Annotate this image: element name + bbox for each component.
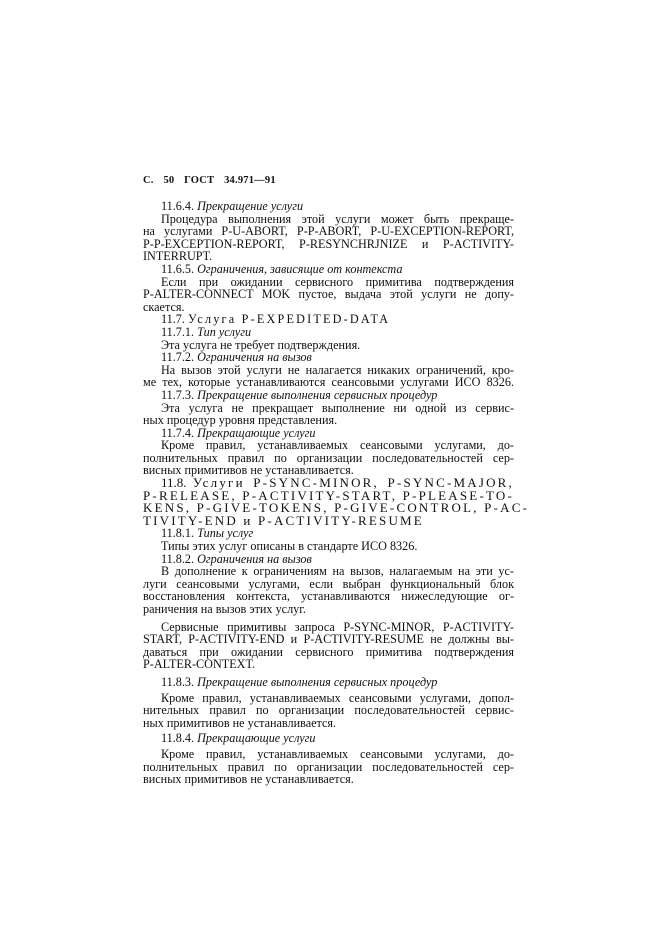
- paragraph-line: Если при ожидании сервисного примитива подтверждения: [161, 274, 514, 289]
- paragraph-line: На вызов этой услуги не налагается никаких ограничений, кро-: [161, 362, 514, 377]
- section-number: 11.6.5.: [161, 261, 195, 276]
- paragraph-line: на услугами P-U-ABORT, P-P-ABORT, P-U-EXCEPTION-REPORT,: [143, 224, 514, 239]
- section-title: Прекращение выполнения сервисных процедур: [197, 674, 438, 689]
- paragraph-line: INTERRUPT.: [143, 249, 213, 264]
- section-number: 11.8.4.: [161, 731, 195, 746]
- section-11-8-3: [143, 676, 514, 729]
- page-number: 50: [163, 175, 175, 186]
- standard-number: 34.971—91: [224, 175, 276, 186]
- paragraph-line: раничения на вызов этих услуг.: [143, 602, 306, 616]
- paragraph-line: Процедура выполнения этой услуги может быть прекраще-: [161, 211, 514, 226]
- paragraph-line: висных примитивов не устанавливается.: [143, 463, 354, 478]
- section-number: 11.6.4.: [161, 199, 195, 213]
- section-title: Прекращающие услуги: [197, 731, 316, 746]
- section-11-8: [143, 475, 530, 528]
- section-heading: [143, 732, 514, 745]
- section-number: 11.7.4.: [161, 425, 195, 440]
- paragraph-line: Кроме правил, устанавливаемых сеансовыми услугами, до-: [161, 746, 514, 761]
- section-title: Ограничения, зависящие от контекста: [197, 261, 403, 276]
- section-11-7-3: [143, 389, 514, 427]
- section-number: 11.8.2.: [161, 551, 195, 566]
- section-title-line: KENS, P-GIVE-TOKENS, P-GIVE-CONTROL, P-AC-: [143, 500, 530, 516]
- section-11-6-5: [143, 263, 514, 313]
- paragraph-line: P-ALTER-CONTEXT.: [143, 657, 256, 672]
- paragraph-line: Кроме правил, устанавливаемых сеансовыми услугами, допол-: [161, 690, 514, 705]
- paragraph-line: START, P-ACTIVITY-END и P-ACTIVITY-RESUME не должны вы-: [143, 632, 514, 647]
- section-number: 11.7.1.: [161, 324, 195, 339]
- paragraph-line: Кроме правил, устанавливаемых сеансовыми услугами, до-: [161, 438, 514, 453]
- section-heading: [143, 263, 514, 276]
- section-number: 11.8.: [161, 475, 187, 491]
- paragraph-line: ных процедур уровня представления.: [143, 413, 338, 428]
- section-title: Тип услуги: [197, 324, 252, 339]
- section-11-8-1: [143, 527, 514, 552]
- section-11-7-2: [143, 351, 514, 389]
- paragraph-line: В дополнение к ограничениям на вызов, налагаемым на эти ус-: [161, 564, 514, 579]
- section-title: Прекращение выполнения сервисных процедур: [197, 387, 438, 402]
- page-header: [143, 175, 283, 186]
- section-number: 11.7.: [161, 312, 185, 327]
- section-heading: [143, 351, 514, 364]
- paragraph-line: Эта услуга не прекращает выполнение ни одной из сервис-: [161, 400, 514, 415]
- paragraph-line: восстановления контекста, устанавливаются нижеследующие ог-: [143, 589, 514, 604]
- section-title: Типы услуг: [197, 526, 254, 541]
- section-title: Прекращение услуги: [197, 199, 304, 213]
- section-heading: [143, 389, 514, 402]
- section-11-7-1: [143, 326, 514, 351]
- document-body: [143, 199, 530, 787]
- section-heading: [143, 676, 514, 689]
- section-number: 11.8.3.: [161, 674, 195, 689]
- section-11-8-2: [143, 553, 514, 671]
- section-title: Прекращающие услуги: [197, 425, 316, 440]
- paragraph-line: P-ALTER-CONNECT MOK пустое, выдача этой услуги не допу-: [143, 287, 514, 302]
- paragraph-line: нительных правил по организации последовательностей сервис-: [143, 703, 514, 718]
- paragraph-line: луги сеансовыми услугами, если выбран функциональный блок: [143, 576, 514, 591]
- section-title-line: TIVITY-END и P-ACTIVITY-RESUME: [143, 512, 424, 528]
- page-prefix: С.: [143, 175, 154, 186]
- section-heading: [143, 326, 514, 339]
- section-heading: [143, 200, 514, 213]
- section-title-line: P-RELEASE, P-ACTIVITY-START, P-PLEASE-TO-: [143, 487, 515, 503]
- paragraph-line: полнительных правил по организации последовательностей сер-: [143, 759, 514, 774]
- paragraph-line: P-P-EXCEPTION-REPORT, P-RESYNCHRJNIZE и P-ACTIVITY-: [143, 236, 514, 251]
- paragraph-line: скается.: [143, 299, 185, 314]
- section-title: Услуга P-EXPEDITED-DATA: [187, 312, 391, 327]
- section-11-6-4: [143, 200, 514, 263]
- section-title: Ограничения на вызов: [197, 551, 312, 566]
- paragraph-line: ных примитивов не устанавливается.: [143, 715, 337, 730]
- paragraph-line: даваться при ожидании сервисного примитива подтверждения: [143, 644, 514, 659]
- standard-label: ГОСТ: [184, 175, 215, 186]
- section-11-7-4: [143, 427, 514, 477]
- section-number: 11.8.1.: [161, 526, 195, 541]
- paragraph-line: Эта услуга не требует подтверждения.: [161, 337, 361, 352]
- paragraph-line: полнительных правил по организации последовательностей сер-: [143, 450, 514, 465]
- paragraph-line: Сервисные примитивы запроса P-SYNC-MINOR, P-ACTIVITY-: [161, 619, 514, 634]
- paragraph-line: висных примитивов не устанавливается.: [143, 772, 354, 787]
- section-title-line: Услуги P-SYNC-MINOR, P-SYNC-MAJOR,: [192, 475, 514, 491]
- section-number: 11.7.3.: [161, 387, 195, 402]
- paragraph-line: ме тех, которые устанавливаются сеансовыми услугами ИСО 8326.: [143, 375, 514, 390]
- paragraph-line: Типы этих услуг описаны в стандарте ИСО 8326.: [161, 539, 418, 554]
- section-11-8-4: [143, 732, 514, 785]
- section-number: 11.7.2.: [161, 350, 195, 365]
- section-title: Ограничения на вызов: [197, 350, 312, 365]
